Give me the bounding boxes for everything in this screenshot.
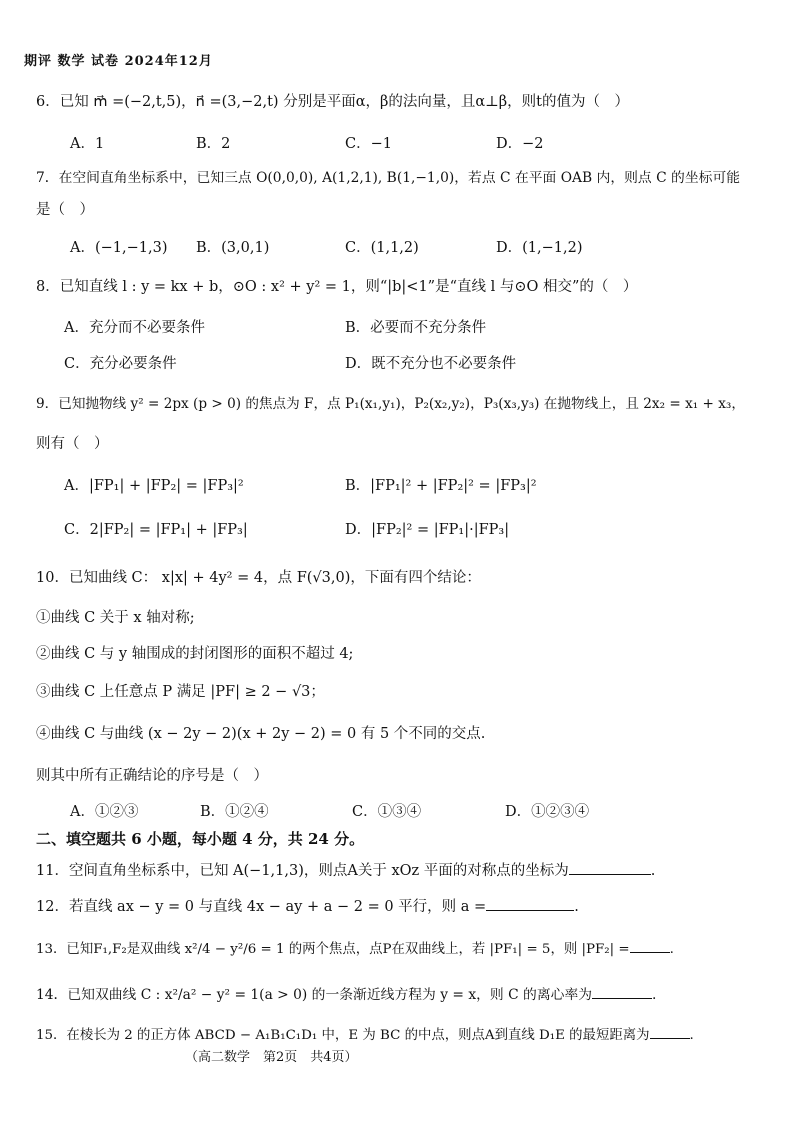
question-10-conclusion-4: ④曲线 C 与曲线 (x − 2y − 2)(x + 2y − 2) = 0 有 5 个不同的交点.	[36, 726, 486, 742]
question-10-ask: 则其中所有正确结论的序号是（ ）	[36, 768, 268, 784]
question-14	[36, 984, 656, 1005]
question-6-stem: 6．已知 m⃗ =(−2,t,5)，n⃗ =(3,−2,t) 分别是平面α，β的法向量，且α⊥β，则t的值为（ ）	[36, 94, 630, 110]
question-10-option-b: B．①②④	[200, 804, 269, 820]
question-12-stem: 12．若直线 ax − y = 0 与直线 4x − ay + a − 2 = 0 平行，则 a =	[36, 899, 487, 915]
question-6-option-c: C．−1	[345, 136, 392, 152]
question-13	[36, 938, 674, 960]
question-6-option-a: A．1	[70, 136, 105, 152]
question-8-stem: 8．已知直线 l : y = kx + b，⊙O : x² + y² = 1，则“|b|<1”是“直线 l 与⊙O 相交”的（ ）	[36, 279, 638, 295]
question-10-option-a: A．①②③	[70, 804, 139, 820]
question-7-stem-line2: 是（ ）	[36, 202, 94, 218]
question-11-answer-blank	[569, 860, 651, 875]
question-7-stem-line1: 7．在空间直角坐标系中，已知三点 O(0,0,0), A(1,2,1), B(1,−1,0)，若点 C 在平面 OAB 内，则点 C 的坐标可能	[36, 170, 741, 186]
question-15	[36, 1024, 694, 1046]
question-10-conclusion-1: ①曲线 C 关于 x 轴对称;	[36, 610, 195, 626]
question-12-end: .	[574, 899, 579, 915]
question-10-conclusion-3: ③曲线 C 上任意点 P 满足 |PF| ≥ 2 − √3；	[36, 684, 325, 700]
question-7-option-d: D．(1,−1,2)	[496, 240, 583, 256]
question-6-option-d: D．−2	[496, 136, 544, 152]
question-15-stem: 15．在棱长为 2 的正方体 ABCD − A₁B₁C₁D₁ 中，E 为 BC 的中点，则点A到直线 D₁E 的最短距离为	[36, 1028, 650, 1043]
question-9-stem-line2: 则有（ ）	[36, 436, 109, 452]
question-7-option-a: A．(−1,−1,3)	[70, 240, 168, 256]
section-2-title: 二、填空题共 6 小题，每小题 4 分，共 24 分。	[36, 830, 365, 848]
question-15-answer-blank	[650, 1024, 690, 1039]
question-13-end: .	[669, 942, 674, 957]
question-9-option-a: A．|FP₁| + |FP₂| = |FP₃|²	[64, 478, 244, 494]
question-8-option-b: B．必要而不充分条件	[345, 320, 487, 336]
page-header: 期评 数学 试卷 2024年12月	[24, 54, 213, 69]
question-11-end: .	[650, 863, 656, 879]
question-9-stem-line1: 9．已知抛物线 y² = 2px (p > 0) 的焦点为 F，点 P₁(x₁,y₁)，P₂(x₂,y₂)，P₃(x₃,y₃) 在抛物线上，且 2x₂ = x₁ + x₃，	[36, 396, 745, 412]
question-7-option-b: B．(3,0,1)	[196, 240, 270, 256]
question-12-answer-blank	[486, 896, 574, 911]
question-10-option-d: D．①②③④	[505, 804, 590, 820]
question-8-option-a: A．充分而不必要条件	[64, 320, 205, 336]
page-footer: （高二数学 第2页 共4页）	[185, 1050, 358, 1065]
question-12	[36, 896, 579, 917]
question-13-stem: 13．已知F₁,F₂是双曲线 x²/4 − y²/6 = 1 的两个焦点，点P在双曲线上，若 |PF₁| = 5，则 |PF₂| =	[36, 942, 630, 957]
question-6-option-b: B．2	[196, 136, 231, 152]
question-8-option-d: D．既不充分也不必要条件	[345, 356, 517, 372]
question-14-answer-blank	[592, 984, 652, 999]
question-14-stem: 14．已知双曲线 C : x²/a² − y² = 1(a > 0) 的一条渐近线方程为 y = x，则 C 的离心率为	[36, 987, 593, 1003]
question-8-option-c: C．充分必要条件	[64, 356, 177, 372]
question-10-option-c: C．①③④	[352, 804, 422, 820]
question-14-end: .	[652, 987, 657, 1003]
question-11-stem: 11．空间直角坐标系中，已知 A(−1,1,3)，则点A关于 xOz 平面的对称点的坐标为	[36, 863, 569, 879]
question-15-end: .	[689, 1028, 694, 1043]
question-9-option-b: B．|FP₁|² + |FP₂|² = |FP₃|²	[345, 478, 537, 494]
question-13-answer-blank	[630, 938, 670, 953]
question-10-conclusion-2: ②曲线 C 与 y 轴围成的封闭图形的面积不超过 4;	[36, 646, 354, 662]
question-11	[36, 860, 655, 881]
question-9-option-c: C．2|FP₂| = |FP₁| + |FP₃|	[64, 522, 248, 538]
question-7-option-c: C．(1,1,2)	[345, 240, 419, 256]
question-9-option-d: D．|FP₂|² = |FP₁|·|FP₃|	[345, 522, 510, 538]
question-10-stem: 10．已知曲线 C： x|x| + 4y² = 4，点 F(√3,0)，下面有四个结论：	[36, 570, 481, 586]
